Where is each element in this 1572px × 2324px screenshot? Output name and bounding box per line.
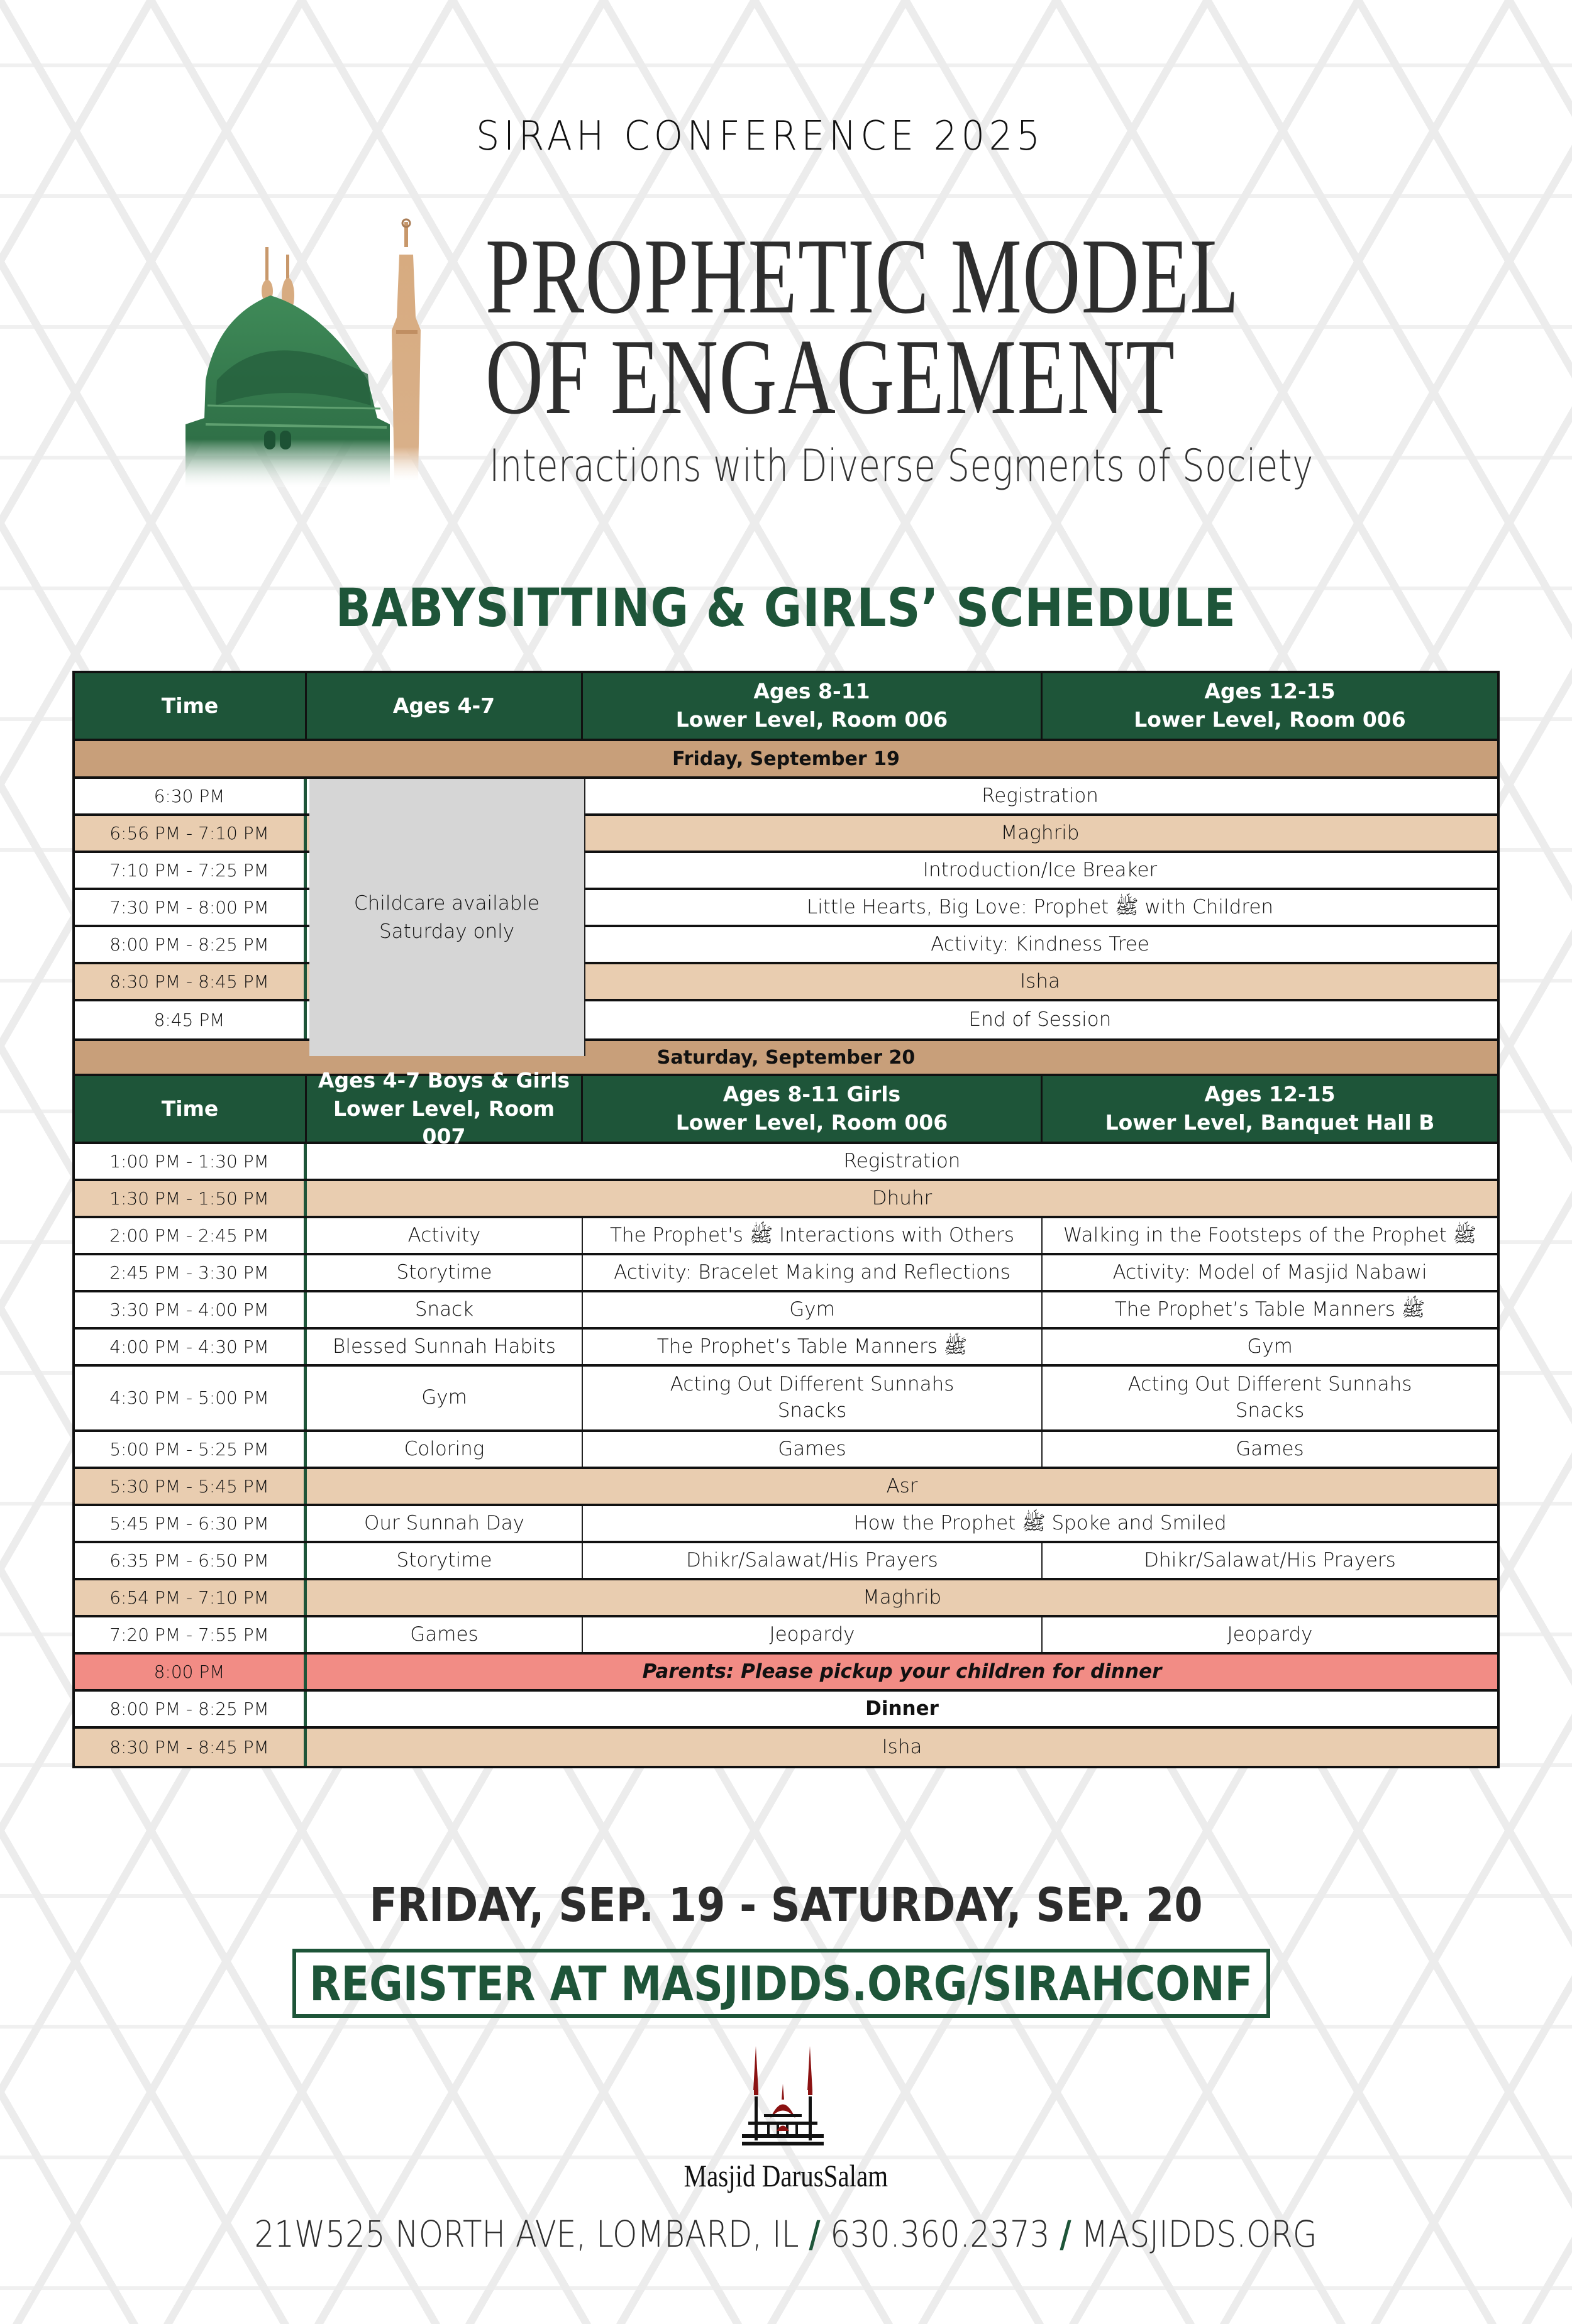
header-time: Time xyxy=(75,1076,307,1142)
table-row: 7:20 PM - 7:55 PM Games Jeopardy Jeopardy xyxy=(75,1617,1497,1655)
green-dome-icon xyxy=(160,217,437,493)
subtitle: Interactions with Diverse Segments of Society xyxy=(489,440,1314,492)
schedule-table xyxy=(72,671,1500,1768)
table-row: 1:30 PM - 1:50 PM Dhuhr xyxy=(75,1181,1497,1218)
header-ages-12-15: Ages 12-15 Lower Level, Room 006 xyxy=(1134,679,1406,732)
header-time: Time xyxy=(75,673,307,739)
table-row: 6:35 PM - 6:50 PM Storytime Dhikr/Salawat/His Prayers Dhikr/Salawat/His Prayers xyxy=(75,1543,1497,1580)
table-row: 6:56 PM - 7:10 PM Maghrib xyxy=(75,816,1497,853)
table-row: 4:00 PM - 4:30 PM Blessed Sunnah Habits The Prophet’s Table Manners ﷺ Gym xyxy=(75,1330,1497,1367)
table-row: 8:30 PM - 8:45 PM Isha xyxy=(75,964,1497,1001)
pickup-alert-row: 8:00 PM Parents: Please pickup your children for dinner xyxy=(75,1655,1497,1692)
conference-label: SIRAH CONFERENCE 2025 xyxy=(476,113,1044,160)
contact-line xyxy=(0,2213,1572,2255)
table-row: 5:00 PM - 5:25 PM Coloring Games Games xyxy=(75,1432,1497,1469)
register-link[interactable]: REGISTER AT MASJIDDS.ORG/SIRAHCONF xyxy=(292,1949,1270,2018)
phone[interactable]: 630.360.2373 xyxy=(830,2213,1050,2255)
separator: / xyxy=(809,2213,821,2255)
table-row: 8:00 PM - 8:25 PM Activity: Kindness Tree xyxy=(75,927,1497,964)
table-row: 8:45 PM End of Session xyxy=(75,1001,1497,1038)
header-ages-8-11: Ages 8-11 Girls Lower Level, Room 006 xyxy=(583,1076,1043,1142)
table-row: 3:30 PM - 4:00 PM Snack Gym The Prophet’s Table Manners ﷺ xyxy=(75,1292,1497,1330)
title-line-2: OF ENGAGEMENT xyxy=(485,317,1176,437)
masjid-logo-icon xyxy=(704,2040,868,2153)
schedule-title: BABYSITTING & GIRLS’ SCHEDULE xyxy=(335,577,1237,639)
table-row: 2:45 PM - 3:30 PM Storytime Activity: Bracelet Making and Reflections Activity: Model of Masjid Nabawi xyxy=(75,1255,1497,1292)
header-ages-4-7: Ages 4-7 Boys & Girls Lower Level, Room 007 xyxy=(307,1076,583,1142)
header-ages-8-11: Ages 8-11 Lower Level, Room 006 xyxy=(583,673,1043,739)
website-link[interactable]: MASJIDDS.ORG xyxy=(1081,2213,1318,2255)
title-line-1: PROPHETIC MODEL xyxy=(485,217,1240,336)
friday-body xyxy=(75,779,1497,1038)
table-row: 5:30 PM - 5:45 PM Asr xyxy=(75,1469,1497,1506)
saturday-header-row xyxy=(75,1068,1497,1149)
event-dates: FRIDAY, SEP. 19 - SATURDAY, SEP. 20 xyxy=(369,1878,1203,1932)
header-ages-12-15: Ages 12-15 Lower Level, Banquet Hall B xyxy=(1105,1082,1435,1135)
masjid-name: Masjid DarusSalam xyxy=(684,2158,888,2193)
header-ages-4-7: Ages 4-7 xyxy=(307,673,583,739)
table-row: 7:30 PM - 8:00 PM Little Hearts, Big Love: Prophet ﷺ with Children xyxy=(75,890,1497,927)
table-row: 7:10 PM - 7:25 PM Introduction/Ice Breaker xyxy=(75,853,1497,890)
main-title xyxy=(485,217,1240,437)
table-row: 4:30 PM - 5:00 PM Gym Acting Out Different Sunnahs Snacks Acting Out Different Sunnahs Snacks xyxy=(75,1367,1497,1432)
day-row-saturday: Saturday, September 20 xyxy=(75,1038,1497,1076)
table-row: 8:00 PM - 8:25 PM Dinner xyxy=(75,1692,1497,1729)
friday-header-row xyxy=(75,673,1497,741)
separator: / xyxy=(1060,2213,1071,2255)
day-row-friday: Friday, September 19 xyxy=(75,741,1497,779)
table-row: 5:45 PM - 6:30 PM Our Sunnah Day How the Prophet ﷺ Spoke and Smiled xyxy=(75,1506,1497,1543)
table-row: 6:30 PM Registration xyxy=(75,779,1497,816)
address: 21W525 NORTH AVE, LOMBARD, IL xyxy=(254,2213,799,2255)
table-row: 1:00 PM - 1:30 PM Registration xyxy=(75,1144,1497,1181)
table-row: 2:00 PM - 2:45 PM Activity The Prophet's ﷺ Interactions with Others Walking in the Footsteps of the Prophet ﷺ xyxy=(75,1218,1497,1255)
table-row: 6:54 PM - 7:10 PM Maghrib xyxy=(75,1580,1497,1617)
table-row: 8:30 PM - 8:45 PM Isha xyxy=(75,1729,1497,1766)
childcare-note: Childcare available Saturday only xyxy=(309,779,585,1056)
